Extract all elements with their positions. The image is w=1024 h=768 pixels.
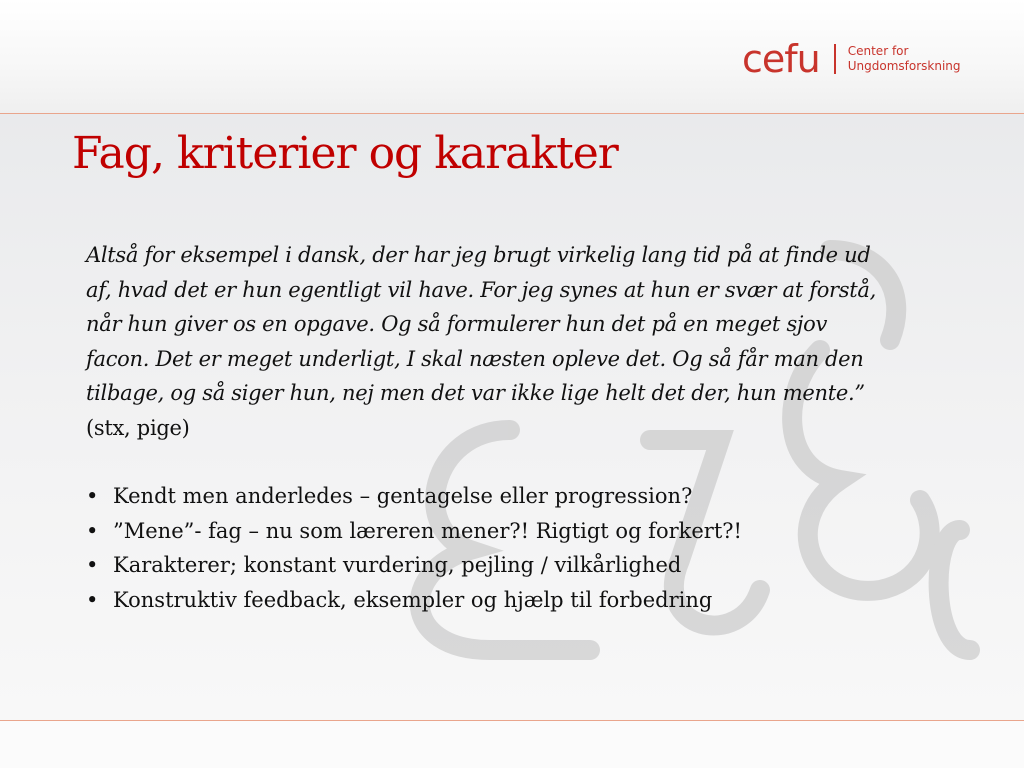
quote-paragraph [86, 238, 896, 445]
bullet-item [86, 583, 896, 618]
bullet-icon: • [86, 518, 99, 543]
bullet-text: Karakterer; konstant vurdering, pejling / vilkårlighed [113, 553, 682, 577]
slide-body [86, 238, 896, 617]
bullet-icon: • [86, 553, 99, 577]
logo-wordmark: cefu [742, 37, 820, 81]
bullet-list [86, 479, 896, 617]
bullet-text: Konstruktiv feedback, eksempler og hjælp til forbedring [113, 587, 713, 612]
cefu-logo [742, 38, 961, 80]
quote-attribution: (stx, pige) [86, 415, 190, 440]
bullet-item [86, 479, 896, 514]
bullet-item [86, 514, 896, 549]
logo-tagline: Center for Ungdomsforskning [847, 44, 961, 73]
logo-divider [834, 44, 836, 74]
bullet-icon: • [86, 587, 99, 612]
bullet-icon: • [86, 484, 99, 508]
footer-band [0, 721, 1024, 768]
quote-text: Altså for eksempel i dansk, der har jeg brugt virkelig lang tid på at finde ud af, hvad det er hun egentligt vil have. For jeg synes at hun er svær at forstå, når hun giver os en opgave. Og så formulerer hun det på en meget sjov facon. Det er meget underligt, I skal næsten opleve det. Og så får man den tilbage, og så siger hun, nej men det var ikke lige helt det der, hun mente.” [86, 243, 877, 405]
slide-title: Fag, kriterier og karakter [72, 128, 618, 179]
bullet-text: Kendt men anderledes – gentagelse eller progression? [113, 484, 693, 508]
bullet-item [86, 548, 896, 583]
bullet-text: ”Mene”- fag – nu som læreren mener?! Rigtigt og forkert?! [113, 518, 742, 543]
